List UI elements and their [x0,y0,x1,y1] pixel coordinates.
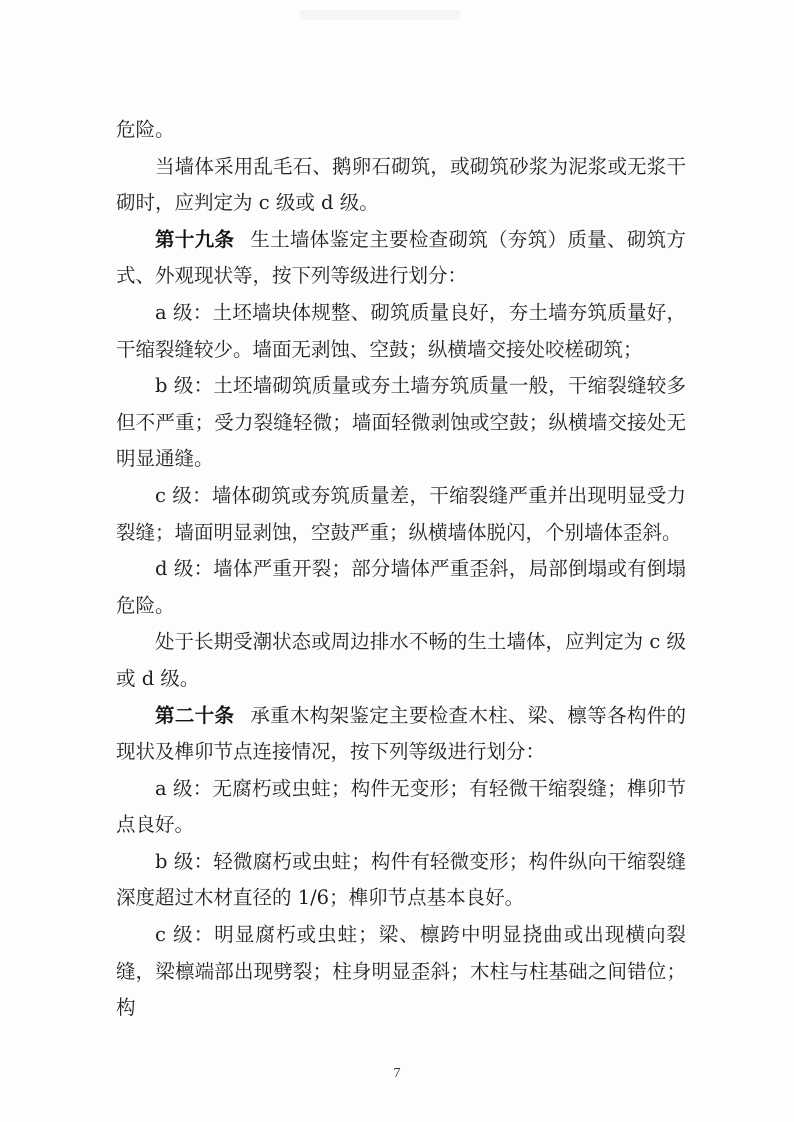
paragraph [116,844,686,917]
paragraph-text: 危险。 [116,118,175,141]
page-number: 7 [393,1066,401,1081]
paragraph [116,478,686,551]
paragraph-text: 处于长期受潮状态或周边排水不畅的生土墙体，应判定为 c 级或 d 级。 [116,630,686,690]
paragraph [116,368,686,478]
paragraph [116,771,686,844]
paragraph [116,917,686,1027]
paragraph-text: b 级：土坯墙砌筑质量或夯土墙夯筑质量一般，干缩裂缝较多但不严重；受力裂缝轻微；墙面轻微剥蚀或空鼓；纵横墙交接处无明显通缝。 [116,374,686,471]
paragraph-text: 生土墙体鉴定主要检查砌筑（夯筑）质量、砌筑方式、外观现状等，按下列等级进行划分： [116,227,686,288]
article-paragraph [116,698,686,771]
article-heading: 第二十条 [155,703,235,727]
paragraph [116,551,686,624]
paragraph [116,624,686,697]
scan-artifact [300,10,460,20]
paragraph-text: d 级：墙体严重开裂；部分墙体严重歪斜，局部倒塌或有倒塌危险。 [116,557,686,617]
paragraph-text: c 级：墙体砌筑或夯筑质量差，干缩裂缝严重并出现明显受力裂缝；墙面明显剥蚀，空鼓严重；纵横墙体脱闪，个别墙体歪斜。 [116,483,686,544]
paragraph [116,149,686,222]
paragraph [116,295,686,368]
paragraph-text: 当墙体采用乱毛石、鹅卵石砌筑，或砌筑砂浆为泥浆或无浆干砌时，应判定为 c 级或 d 级。 [116,154,686,215]
paragraph-text: c 级：明显腐朽或虫蛀；梁、檩跨中明显挠曲或出现横向裂缝，梁檩端部出现劈裂；柱身明显歪斜；木柱与柱基础之间错位；构 [116,923,686,1020]
paragraph-text: a 级：无腐朽或虫蛀；构件无变形；有轻微干缩裂缝；榫卯节点良好。 [116,776,686,837]
paragraph [116,112,686,149]
body-text [116,112,686,1027]
article-paragraph [116,222,686,295]
paragraph-text: b 级：轻微腐朽或虫蛀；构件有轻微变形；构件纵向干缩裂缝深度超过木材直径的 1/6；榫卯节点基本良好。 [116,849,686,910]
paragraph-text: 承重木构架鉴定主要检查木柱、梁、檩等各构件的现状及榫卯节点连接情况，按下列等级进行划分： [116,703,686,764]
paragraph-text: a 级：土坯墙块体规整、砌筑质量良好，夯土墙夯筑质量好，干缩裂缝较少。墙面无剥蚀、空鼓；纵横墙交接处咬槎砌筑； [116,300,686,361]
article-heading: 第十九条 [155,227,235,251]
